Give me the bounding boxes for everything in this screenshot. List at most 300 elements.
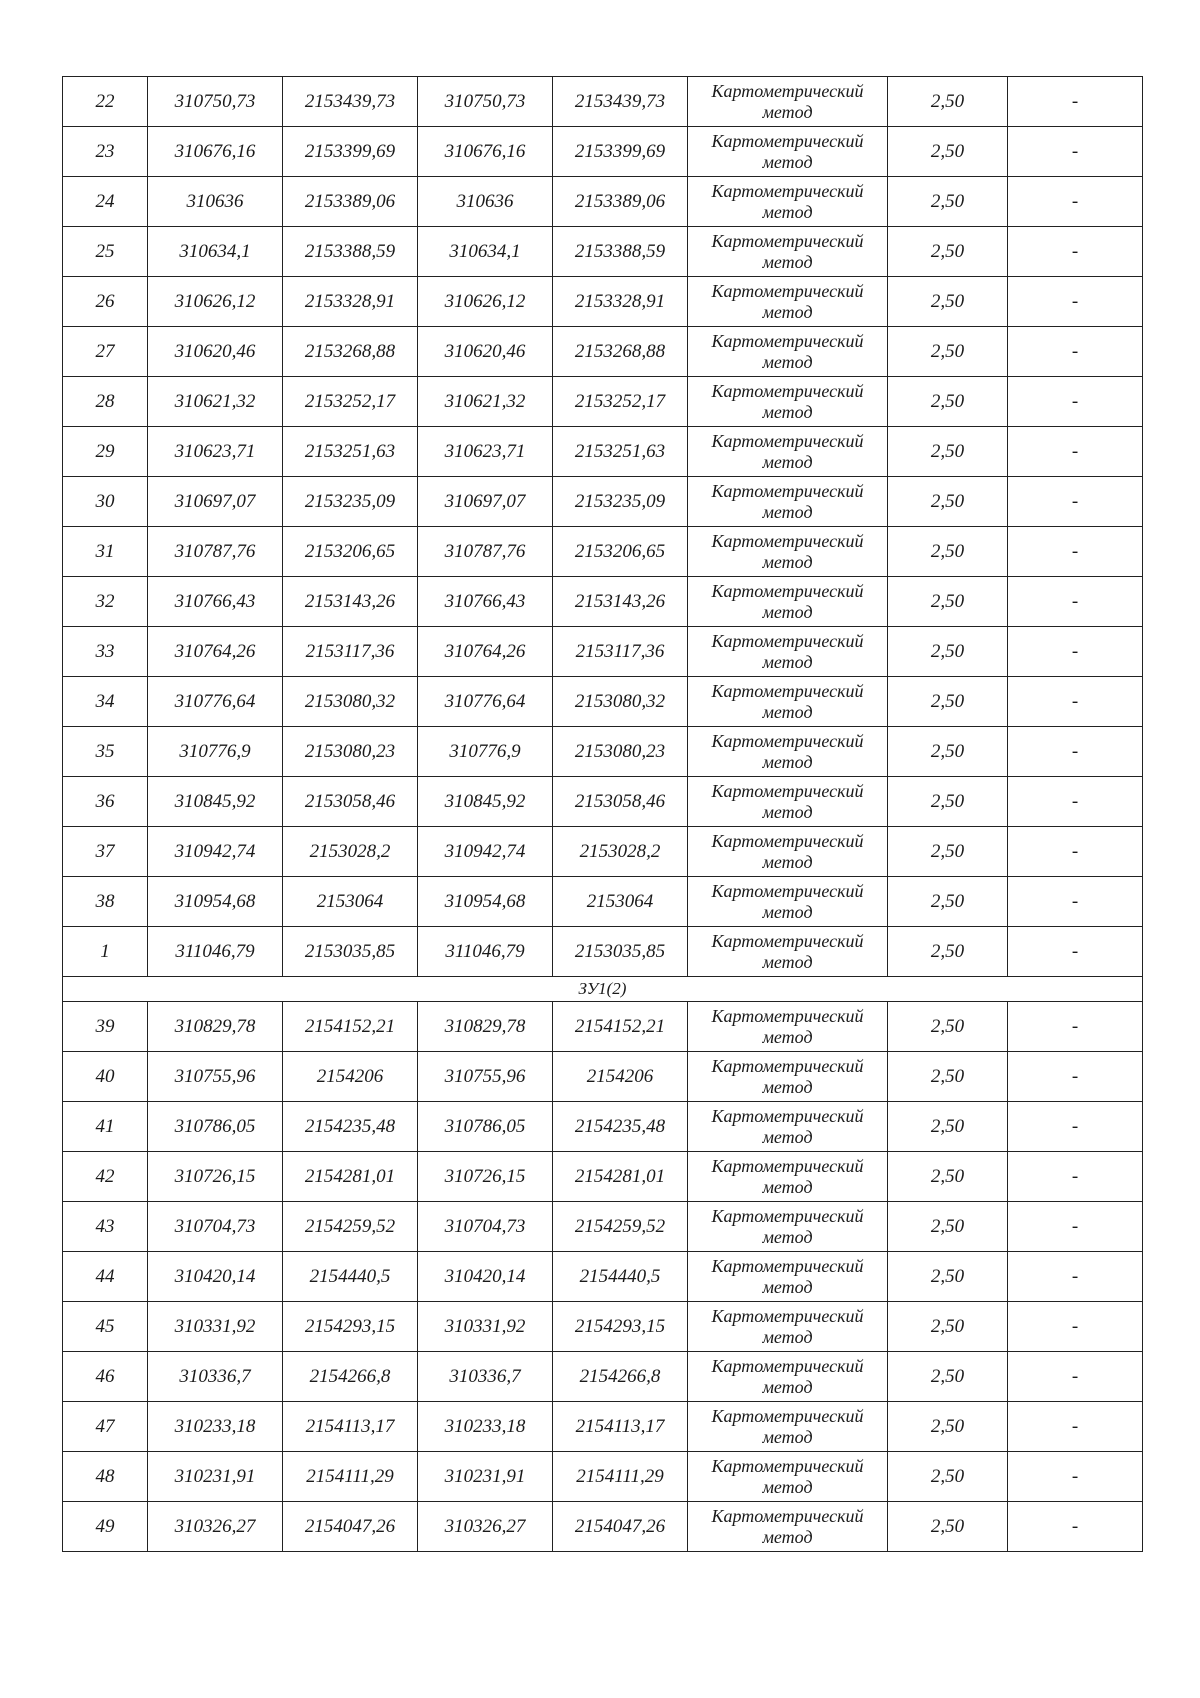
- method-line1: Картометрический: [711, 230, 864, 251]
- x-new-cell: 310621,32: [418, 377, 553, 427]
- note-cell: -: [1008, 1152, 1143, 1202]
- point-number-cell: 36: [63, 777, 148, 827]
- note-cell: -: [1008, 727, 1143, 777]
- note-cell: -: [1008, 1202, 1143, 1252]
- x-old-cell: 310726,15: [148, 1152, 283, 1202]
- x-new-cell: 310755,96: [418, 1052, 553, 1102]
- method-line1: Картометрический: [711, 930, 864, 951]
- y-new-cell: 2153252,17: [553, 377, 688, 427]
- x-old-cell: 310755,96: [148, 1052, 283, 1102]
- method-line1: Картометрический: [711, 730, 864, 751]
- precision-cell: 2,50: [888, 627, 1008, 677]
- x-old-cell: 310326,27: [148, 1502, 283, 1552]
- method-line2: метод: [762, 1176, 813, 1197]
- precision-cell: 2,50: [888, 1052, 1008, 1102]
- method-line2: метод: [762, 951, 813, 972]
- method-line2: метод: [762, 1076, 813, 1097]
- method-line2: метод: [762, 351, 813, 372]
- section-row: [63, 977, 1143, 1002]
- method-cell: [688, 677, 888, 727]
- table-row: [63, 1052, 1143, 1102]
- y-old-cell: 2154235,48: [283, 1102, 418, 1152]
- coordinates-table: [62, 76, 1143, 1552]
- precision-cell: 2,50: [888, 77, 1008, 127]
- table-row: [63, 1152, 1143, 1202]
- table-row: [63, 727, 1143, 777]
- x-old-cell: 310750,73: [148, 77, 283, 127]
- method-line2: метод: [762, 1526, 813, 1547]
- precision-cell: 2,50: [888, 1252, 1008, 1302]
- table-row: [63, 277, 1143, 327]
- method-line2: метод: [762, 551, 813, 572]
- method-line2: метод: [762, 651, 813, 672]
- method-cell: [688, 327, 888, 377]
- x-old-cell: 310621,32: [148, 377, 283, 427]
- y-old-cell: 2154047,26: [283, 1502, 418, 1552]
- point-number-cell: 42: [63, 1152, 148, 1202]
- method-line1: Картометрический: [711, 430, 864, 451]
- x-new-cell: 310750,73: [418, 77, 553, 127]
- note-cell: -: [1008, 1402, 1143, 1452]
- x-new-cell: 310326,27: [418, 1502, 553, 1552]
- method-cell: [688, 577, 888, 627]
- y-old-cell: 2153028,2: [283, 827, 418, 877]
- method-line1: Картометрический: [711, 1105, 864, 1126]
- point-number-cell: 41: [63, 1102, 148, 1152]
- note-cell: -: [1008, 127, 1143, 177]
- method-line2: метод: [762, 851, 813, 872]
- method-line2: метод: [762, 1476, 813, 1497]
- method-line2: метод: [762, 1326, 813, 1347]
- method-cell: [688, 427, 888, 477]
- y-old-cell: 2153268,88: [283, 327, 418, 377]
- method-line2: метод: [762, 1226, 813, 1247]
- note-cell: -: [1008, 377, 1143, 427]
- point-number-cell: 37: [63, 827, 148, 877]
- x-old-cell: 310704,73: [148, 1202, 283, 1252]
- x-old-cell: 310697,07: [148, 477, 283, 527]
- section-label: ЗУ1(2): [63, 977, 1143, 1002]
- point-number-cell: 47: [63, 1402, 148, 1452]
- table-row: [63, 827, 1143, 877]
- table-row: [63, 1302, 1143, 1352]
- note-cell: -: [1008, 77, 1143, 127]
- note-cell: -: [1008, 477, 1143, 527]
- y-new-cell: 2153117,36: [553, 627, 688, 677]
- y-new-cell: 2153235,09: [553, 477, 688, 527]
- method-cell: [688, 1402, 888, 1452]
- precision-cell: 2,50: [888, 1002, 1008, 1052]
- table-row: [63, 477, 1143, 527]
- method-line2: метод: [762, 301, 813, 322]
- precision-cell: 2,50: [888, 777, 1008, 827]
- x-old-cell: 310942,74: [148, 827, 283, 877]
- y-old-cell: 2153439,73: [283, 77, 418, 127]
- table-row: [63, 377, 1143, 427]
- y-new-cell: 2153268,88: [553, 327, 688, 377]
- table-row: [63, 127, 1143, 177]
- x-old-cell: 310764,26: [148, 627, 283, 677]
- method-line1: Картометрический: [711, 580, 864, 601]
- x-new-cell: 311046,79: [418, 927, 553, 977]
- table-row: [63, 1402, 1143, 1452]
- table-row: [63, 327, 1143, 377]
- y-new-cell: 2154047,26: [553, 1502, 688, 1552]
- y-old-cell: 2154152,21: [283, 1002, 418, 1052]
- point-number-cell: 46: [63, 1352, 148, 1402]
- method-cell: [688, 777, 888, 827]
- note-cell: -: [1008, 177, 1143, 227]
- point-number-cell: 44: [63, 1252, 148, 1302]
- x-new-cell: 310954,68: [418, 877, 553, 927]
- point-number-cell: 31: [63, 527, 148, 577]
- x-new-cell: 310829,78: [418, 1002, 553, 1052]
- point-number-cell: 43: [63, 1202, 148, 1252]
- method-line1: Картометрический: [711, 80, 864, 101]
- method-line1: Картометрический: [711, 480, 864, 501]
- method-line1: Картометрический: [711, 1305, 864, 1326]
- table-row: [63, 777, 1143, 827]
- x-old-cell: 310626,12: [148, 277, 283, 327]
- method-cell: [688, 1502, 888, 1552]
- y-new-cell: 2153064: [553, 877, 688, 927]
- x-new-cell: 310697,07: [418, 477, 553, 527]
- y-new-cell: 2154293,15: [553, 1302, 688, 1352]
- method-line1: Картометрический: [711, 180, 864, 201]
- y-old-cell: 2153251,63: [283, 427, 418, 477]
- x-new-cell: 310786,05: [418, 1102, 553, 1152]
- method-cell: [688, 1252, 888, 1302]
- method-cell: [688, 927, 888, 977]
- y-old-cell: 2153235,09: [283, 477, 418, 527]
- method-line2: метод: [762, 401, 813, 422]
- point-number-cell: 26: [63, 277, 148, 327]
- note-cell: -: [1008, 1002, 1143, 1052]
- note-cell: -: [1008, 927, 1143, 977]
- method-cell: [688, 1002, 888, 1052]
- method-line2: метод: [762, 701, 813, 722]
- precision-cell: 2,50: [888, 877, 1008, 927]
- x-new-cell: 310787,76: [418, 527, 553, 577]
- precision-cell: 2,50: [888, 177, 1008, 227]
- point-number-cell: 22: [63, 77, 148, 127]
- method-cell: [688, 1302, 888, 1352]
- table-row: [63, 1452, 1143, 1502]
- y-old-cell: 2153143,26: [283, 577, 418, 627]
- x-new-cell: 310942,74: [418, 827, 553, 877]
- precision-cell: 2,50: [888, 577, 1008, 627]
- note-cell: -: [1008, 627, 1143, 677]
- point-number-cell: 32: [63, 577, 148, 627]
- method-cell: [688, 177, 888, 227]
- method-line1: Картометрический: [711, 680, 864, 701]
- precision-cell: 2,50: [888, 1152, 1008, 1202]
- table-row: [63, 577, 1143, 627]
- y-old-cell: 2153058,46: [283, 777, 418, 827]
- method-line2: метод: [762, 101, 813, 122]
- point-number-cell: 45: [63, 1302, 148, 1352]
- note-cell: -: [1008, 1052, 1143, 1102]
- method-line2: метод: [762, 501, 813, 522]
- note-cell: -: [1008, 677, 1143, 727]
- x-old-cell: 310787,76: [148, 527, 283, 577]
- method-cell: [688, 277, 888, 327]
- method-line1: Картометрический: [711, 380, 864, 401]
- method-cell: [688, 827, 888, 877]
- y-new-cell: 2153399,69: [553, 127, 688, 177]
- method-line1: Картометрический: [711, 1405, 864, 1426]
- note-cell: -: [1008, 1252, 1143, 1302]
- point-number-cell: 29: [63, 427, 148, 477]
- point-number-cell: 33: [63, 627, 148, 677]
- method-cell: [688, 1052, 888, 1102]
- point-number-cell: 38: [63, 877, 148, 927]
- x-old-cell: 310636: [148, 177, 283, 227]
- y-new-cell: 2154206: [553, 1052, 688, 1102]
- y-new-cell: 2153328,91: [553, 277, 688, 327]
- note-cell: -: [1008, 1452, 1143, 1502]
- method-cell: [688, 627, 888, 677]
- method-cell: [688, 377, 888, 427]
- point-number-cell: 40: [63, 1052, 148, 1102]
- precision-cell: 2,50: [888, 277, 1008, 327]
- y-new-cell: 2154111,29: [553, 1452, 688, 1502]
- method-line1: Картометрический: [711, 1205, 864, 1226]
- precision-cell: 2,50: [888, 477, 1008, 527]
- note-cell: -: [1008, 1102, 1143, 1152]
- y-new-cell: 2153206,65: [553, 527, 688, 577]
- method-line1: Картометрический: [711, 130, 864, 151]
- y-new-cell: 2153388,59: [553, 227, 688, 277]
- x-new-cell: 310726,15: [418, 1152, 553, 1202]
- point-number-cell: 1: [63, 927, 148, 977]
- method-line1: Картометрический: [711, 280, 864, 301]
- point-number-cell: 35: [63, 727, 148, 777]
- precision-cell: 2,50: [888, 527, 1008, 577]
- y-new-cell: 2154152,21: [553, 1002, 688, 1052]
- y-new-cell: 2154440,5: [553, 1252, 688, 1302]
- y-new-cell: 2153143,26: [553, 577, 688, 627]
- method-line1: Картометрический: [711, 330, 864, 351]
- table-row: [63, 877, 1143, 927]
- method-line2: метод: [762, 751, 813, 772]
- x-old-cell: 310634,1: [148, 227, 283, 277]
- method-line2: метод: [762, 151, 813, 172]
- method-line1: Картометрический: [711, 780, 864, 801]
- x-old-cell: 310776,9: [148, 727, 283, 777]
- y-old-cell: 2153252,17: [283, 377, 418, 427]
- y-old-cell: 2154259,52: [283, 1202, 418, 1252]
- y-new-cell: 2153058,46: [553, 777, 688, 827]
- note-cell: -: [1008, 1302, 1143, 1352]
- method-line1: Картометрический: [711, 1155, 864, 1176]
- table-row: [63, 177, 1143, 227]
- method-line2: метод: [762, 1426, 813, 1447]
- method-cell: [688, 477, 888, 527]
- method-line2: метод: [762, 251, 813, 272]
- x-new-cell: 310636: [418, 177, 553, 227]
- y-old-cell: 2154111,29: [283, 1452, 418, 1502]
- method-line1: Картометрический: [711, 630, 864, 651]
- x-new-cell: 310626,12: [418, 277, 553, 327]
- method-cell: [688, 527, 888, 577]
- note-cell: -: [1008, 827, 1143, 877]
- method-cell: [688, 1202, 888, 1252]
- point-number-cell: 48: [63, 1452, 148, 1502]
- method-line1: Картометрический: [711, 830, 864, 851]
- note-cell: -: [1008, 527, 1143, 577]
- x-new-cell: 310231,91: [418, 1452, 553, 1502]
- note-cell: -: [1008, 277, 1143, 327]
- method-cell: [688, 727, 888, 777]
- note-cell: -: [1008, 877, 1143, 927]
- x-new-cell: 310331,92: [418, 1302, 553, 1352]
- x-old-cell: 310233,18: [148, 1402, 283, 1452]
- x-old-cell: 310331,92: [148, 1302, 283, 1352]
- precision-cell: 2,50: [888, 1352, 1008, 1402]
- y-new-cell: 2153251,63: [553, 427, 688, 477]
- point-number-cell: 49: [63, 1502, 148, 1552]
- y-old-cell: 2153389,06: [283, 177, 418, 227]
- point-number-cell: 24: [63, 177, 148, 227]
- y-old-cell: 2153399,69: [283, 127, 418, 177]
- y-new-cell: 2153028,2: [553, 827, 688, 877]
- y-old-cell: 2154113,17: [283, 1402, 418, 1452]
- note-cell: -: [1008, 577, 1143, 627]
- method-cell: [688, 227, 888, 277]
- x-old-cell: 310766,43: [148, 577, 283, 627]
- method-cell: [688, 1152, 888, 1202]
- note-cell: -: [1008, 1502, 1143, 1552]
- point-number-cell: 30: [63, 477, 148, 527]
- table-row: [63, 227, 1143, 277]
- note-cell: -: [1008, 1352, 1143, 1402]
- precision-cell: 2,50: [888, 827, 1008, 877]
- method-line2: метод: [762, 1126, 813, 1147]
- y-old-cell: 2154266,8: [283, 1352, 418, 1402]
- x-old-cell: 310786,05: [148, 1102, 283, 1152]
- method-line1: Картометрический: [711, 1055, 864, 1076]
- x-new-cell: 310776,64: [418, 677, 553, 727]
- table-row: [63, 1252, 1143, 1302]
- y-old-cell: 2153206,65: [283, 527, 418, 577]
- x-old-cell: 310623,71: [148, 427, 283, 477]
- table-row: [63, 1352, 1143, 1402]
- method-line1: Картометрический: [711, 530, 864, 551]
- method-cell: [688, 1102, 888, 1152]
- x-new-cell: 310776,9: [418, 727, 553, 777]
- method-line1: Картометрический: [711, 1355, 864, 1376]
- method-line1: Картометрический: [711, 1505, 864, 1526]
- precision-cell: 2,50: [888, 927, 1008, 977]
- x-new-cell: 310634,1: [418, 227, 553, 277]
- method-cell: [688, 127, 888, 177]
- x-new-cell: 310233,18: [418, 1402, 553, 1452]
- y-new-cell: 2154235,48: [553, 1102, 688, 1152]
- precision-cell: 2,50: [888, 1502, 1008, 1552]
- x-new-cell: 310766,43: [418, 577, 553, 627]
- precision-cell: 2,50: [888, 1402, 1008, 1452]
- precision-cell: 2,50: [888, 1302, 1008, 1352]
- point-number-cell: 25: [63, 227, 148, 277]
- precision-cell: 2,50: [888, 327, 1008, 377]
- y-old-cell: 2153064: [283, 877, 418, 927]
- method-line1: Картометрический: [711, 1005, 864, 1026]
- table-row: [63, 1002, 1143, 1052]
- y-new-cell: 2153389,06: [553, 177, 688, 227]
- x-old-cell: 310776,64: [148, 677, 283, 727]
- method-line1: Картометрический: [711, 1455, 864, 1476]
- method-line1: Картометрический: [711, 1255, 864, 1276]
- table-row: [63, 927, 1143, 977]
- method-line2: метод: [762, 201, 813, 222]
- y-old-cell: 2153080,23: [283, 727, 418, 777]
- table-row: [63, 427, 1143, 477]
- y-new-cell: 2154113,17: [553, 1402, 688, 1452]
- precision-cell: 2,50: [888, 727, 1008, 777]
- x-new-cell: 310620,46: [418, 327, 553, 377]
- x-old-cell: 310954,68: [148, 877, 283, 927]
- y-new-cell: 2153439,73: [553, 77, 688, 127]
- x-old-cell: 310829,78: [148, 1002, 283, 1052]
- x-old-cell: 310231,91: [148, 1452, 283, 1502]
- point-number-cell: 23: [63, 127, 148, 177]
- y-old-cell: 2153035,85: [283, 927, 418, 977]
- point-number-cell: 39: [63, 1002, 148, 1052]
- x-new-cell: 310336,7: [418, 1352, 553, 1402]
- x-old-cell: 310420,14: [148, 1252, 283, 1302]
- precision-cell: 2,50: [888, 1102, 1008, 1152]
- method-line2: метод: [762, 901, 813, 922]
- precision-cell: 2,50: [888, 427, 1008, 477]
- method-line2: метод: [762, 1376, 813, 1397]
- note-cell: -: [1008, 427, 1143, 477]
- y-old-cell: 2154293,15: [283, 1302, 418, 1352]
- precision-cell: 2,50: [888, 227, 1008, 277]
- x-old-cell: 310845,92: [148, 777, 283, 827]
- y-old-cell: 2154206: [283, 1052, 418, 1102]
- table-row: [63, 527, 1143, 577]
- point-number-cell: 28: [63, 377, 148, 427]
- precision-cell: 2,50: [888, 127, 1008, 177]
- method-cell: [688, 877, 888, 927]
- method-line2: метод: [762, 601, 813, 622]
- precision-cell: 2,50: [888, 1452, 1008, 1502]
- precision-cell: 2,50: [888, 1202, 1008, 1252]
- x-new-cell: 310764,26: [418, 627, 553, 677]
- x-old-cell: 310620,46: [148, 327, 283, 377]
- y-old-cell: 2153328,91: [283, 277, 418, 327]
- method-cell: [688, 77, 888, 127]
- x-old-cell: 310676,16: [148, 127, 283, 177]
- method-cell: [688, 1352, 888, 1402]
- x-new-cell: 310623,71: [418, 427, 553, 477]
- x-new-cell: 310676,16: [418, 127, 553, 177]
- note-cell: -: [1008, 777, 1143, 827]
- method-line1: Картометрический: [711, 880, 864, 901]
- table-row: [63, 1502, 1143, 1552]
- x-old-cell: 310336,7: [148, 1352, 283, 1402]
- table-row: [63, 677, 1143, 727]
- y-old-cell: 2154440,5: [283, 1252, 418, 1302]
- y-new-cell: 2154266,8: [553, 1352, 688, 1402]
- y-old-cell: 2153080,32: [283, 677, 418, 727]
- note-cell: -: [1008, 327, 1143, 377]
- y-old-cell: 2154281,01: [283, 1152, 418, 1202]
- method-line2: метод: [762, 801, 813, 822]
- precision-cell: 2,50: [888, 377, 1008, 427]
- y-old-cell: 2153388,59: [283, 227, 418, 277]
